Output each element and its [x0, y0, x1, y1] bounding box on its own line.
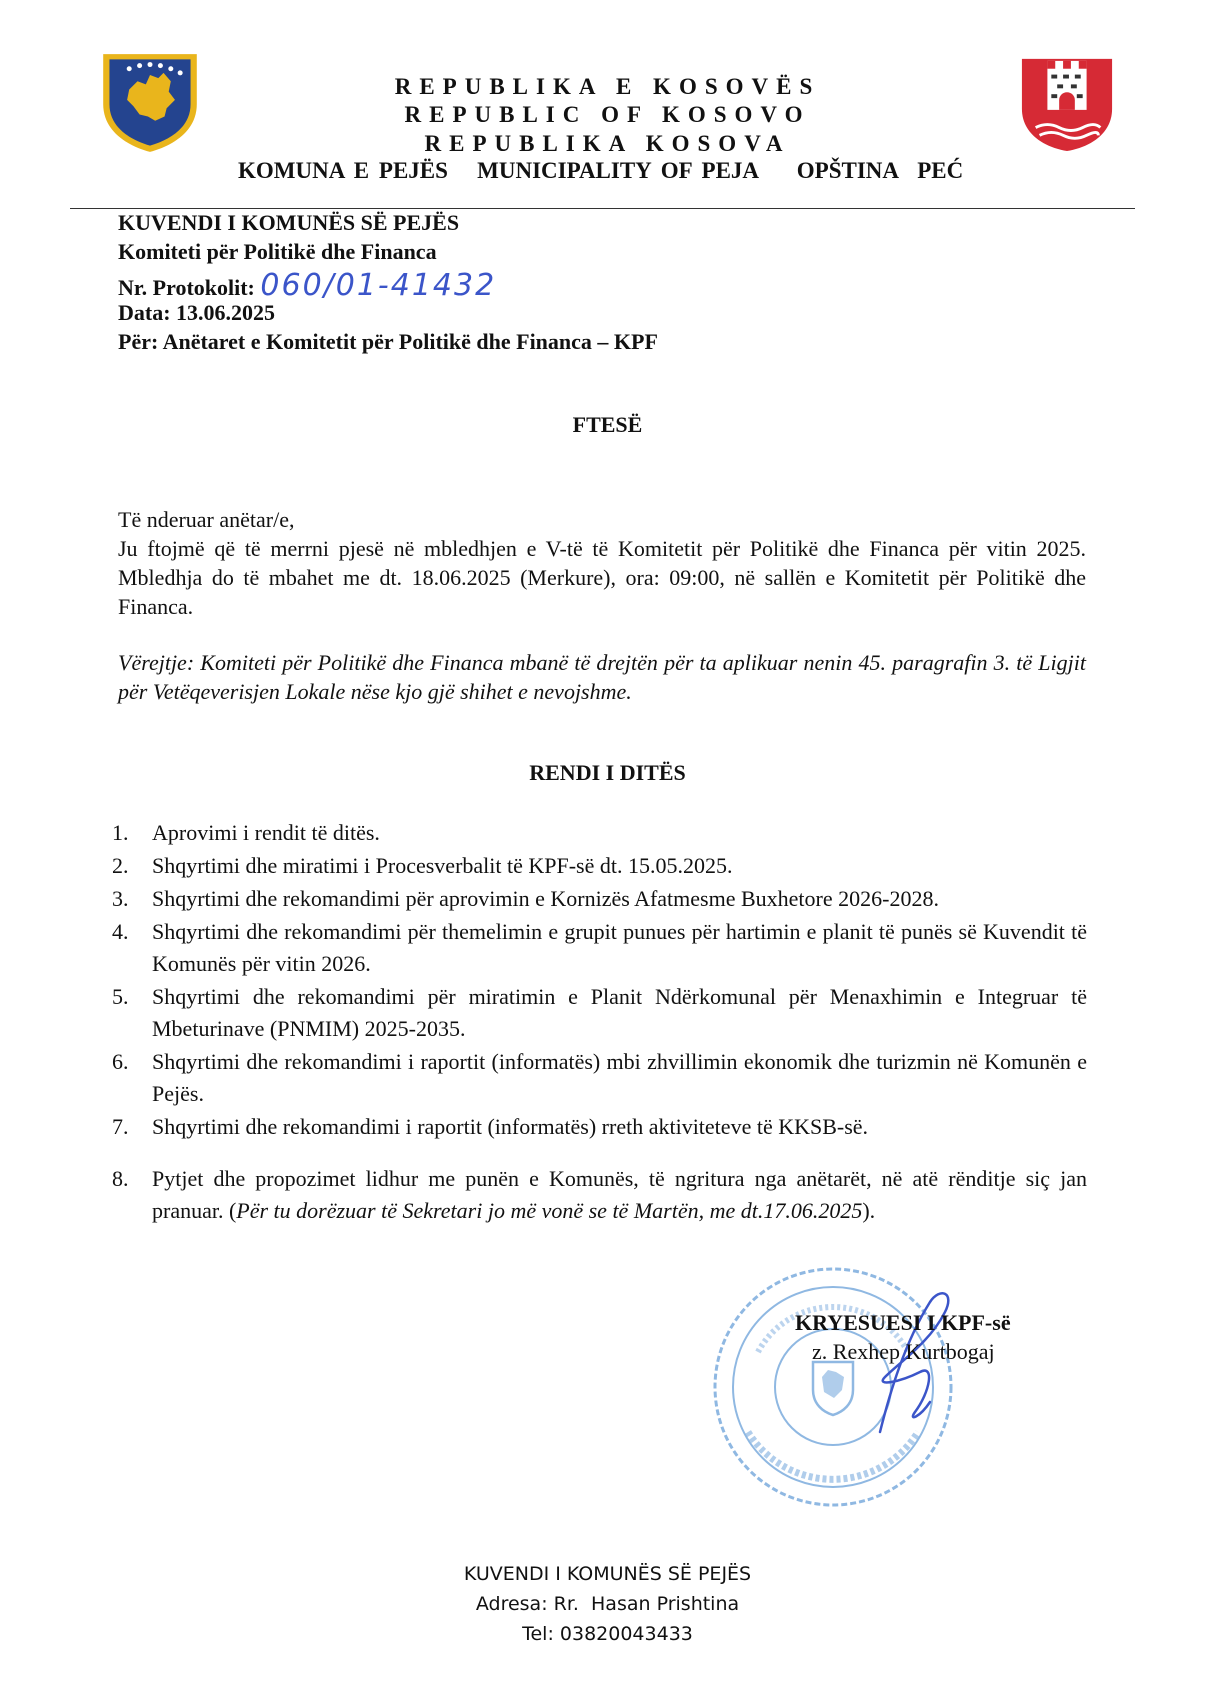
signatory-title: KRYESUESI I KPF-së: [795, 1310, 1011, 1335]
header-divider: [70, 208, 1135, 209]
agenda-item-questions: 8. Pytjet dhe propozimet lidhur me punën e Komunës, të ngritura nga anëtarët, në atë rënditje siç jan pranuar. (Për tu dorëzuar të Sekretari jo më vonë se të Martën, me dt.17.06.2025).: [112, 1166, 1087, 1223]
invitation-paragraph: Ju ftojmë që të merrni pjesë në mbledhjen e V-të të Komitetit për Politikë dhe Financa për vitin 2025. Mbledhja do të mbahet me dt. 18.06.2025 (Merkure), ora: 09:00, në sallën e Komitetit për Politikë dhe Financa.: [118, 536, 1086, 619]
header-republic-serbian: REPUBLIKA KOSOVA: [424, 131, 791, 156]
protocol-label: Nr. Protokolit:: [118, 275, 255, 300]
header-municipality: KOMUNA E PEJËS MUNICIPALITY OF PEJA OPŠTINA PEĆ: [238, 158, 964, 183]
agenda-title: RENDI I DITËS: [529, 760, 686, 785]
questions-text: Pytjet dhe propozimet lidhur me punën e Komunës, të ngritura nga anëtarët, në atë rënditje siç jan pranuar. (: [152, 1166, 1087, 1223]
agenda-list: [112, 817, 1087, 1228]
legal-note: Vërejtje: Komiteti për Politikë dhe Financa mbanë të drejtën për ta aplikuar nenin 45. paragrafin 3. të Ligjit për Vetëqeverisjen Lokale nëse kjo gjë shihet e nevojshme.: [118, 650, 1086, 704]
footer-address: Adresa: Rr. Hasan Prishtina: [475, 1593, 740, 1615]
header-republic-albanian: REPUBLIKA E KOSOVËS: [394, 74, 821, 99]
agenda-item: 2. Shqyrtimi dhe miratimi i Procesverbalit të KPF-së dt. 15.05.2025.: [112, 853, 733, 878]
document-date: Data: 13.06.2025: [118, 300, 276, 325]
agenda-item: 1. Aprovimi i rendit të ditës.: [112, 820, 380, 845]
agenda-item: 4. Shqyrtimi dhe rekomandimi për themelimin e grupit punues për hartimin e planit të punës së Kuvendit të Komunës për vitin 2026.: [112, 919, 1087, 976]
submission-deadline: Për tu dorëzuar të Sekretari jo më vonë se të Martën, me dt.17.06.2025: [236, 1198, 863, 1223]
protocol-number: 060/01-41432: [260, 268, 497, 303]
invitation-title: FTESË: [572, 412, 643, 437]
signatory-name: z. Rexhep Kurtbogaj: [812, 1339, 995, 1364]
agenda-item: 6. Shqyrtimi dhe rekomandimi i raportit (informatës) mbi zhvillimin ekonomik dhe turizmin në Komunën e Pejës.: [112, 1049, 1087, 1106]
agenda-item: 3. Shqyrtimi dhe rekomandimi për aprovimin e Kornizës Afatmesme Buxhetore 2026-2028.: [112, 886, 939, 911]
agenda-item: 5. Shqyrtimi dhe rekomandimi për miratimin e Planit Ndërkomunal për Menaxhimin e Integruar të Mbeturinave (PNMIM) 2025-2035.: [112, 984, 1087, 1041]
footer-assembly: KUVENDI I KOMUNËS SË PEJËS: [463, 1563, 752, 1585]
agenda-item: 7. Shqyrtimi dhe rekomandimi i raportit (informatës) rreth aktiviteteve të KKSB-së.: [112, 1114, 869, 1139]
protocol-line: [118, 268, 496, 303]
footer-phone: Tel: 03820043433: [522, 1623, 693, 1645]
header-republic-english: REPUBLIC OF KOSOVO: [404, 102, 811, 127]
committee-name: Komiteti për Politikë dhe Financa: [118, 239, 437, 264]
greeting: Të nderuar anëtar/e,: [118, 507, 295, 532]
assembly-name: KUVENDI I KOMUNËS SË PEJËS: [118, 210, 460, 235]
recipients: Për: Anëtaret e Komitetit për Politikë dhe Financa – KPF: [118, 329, 658, 354]
